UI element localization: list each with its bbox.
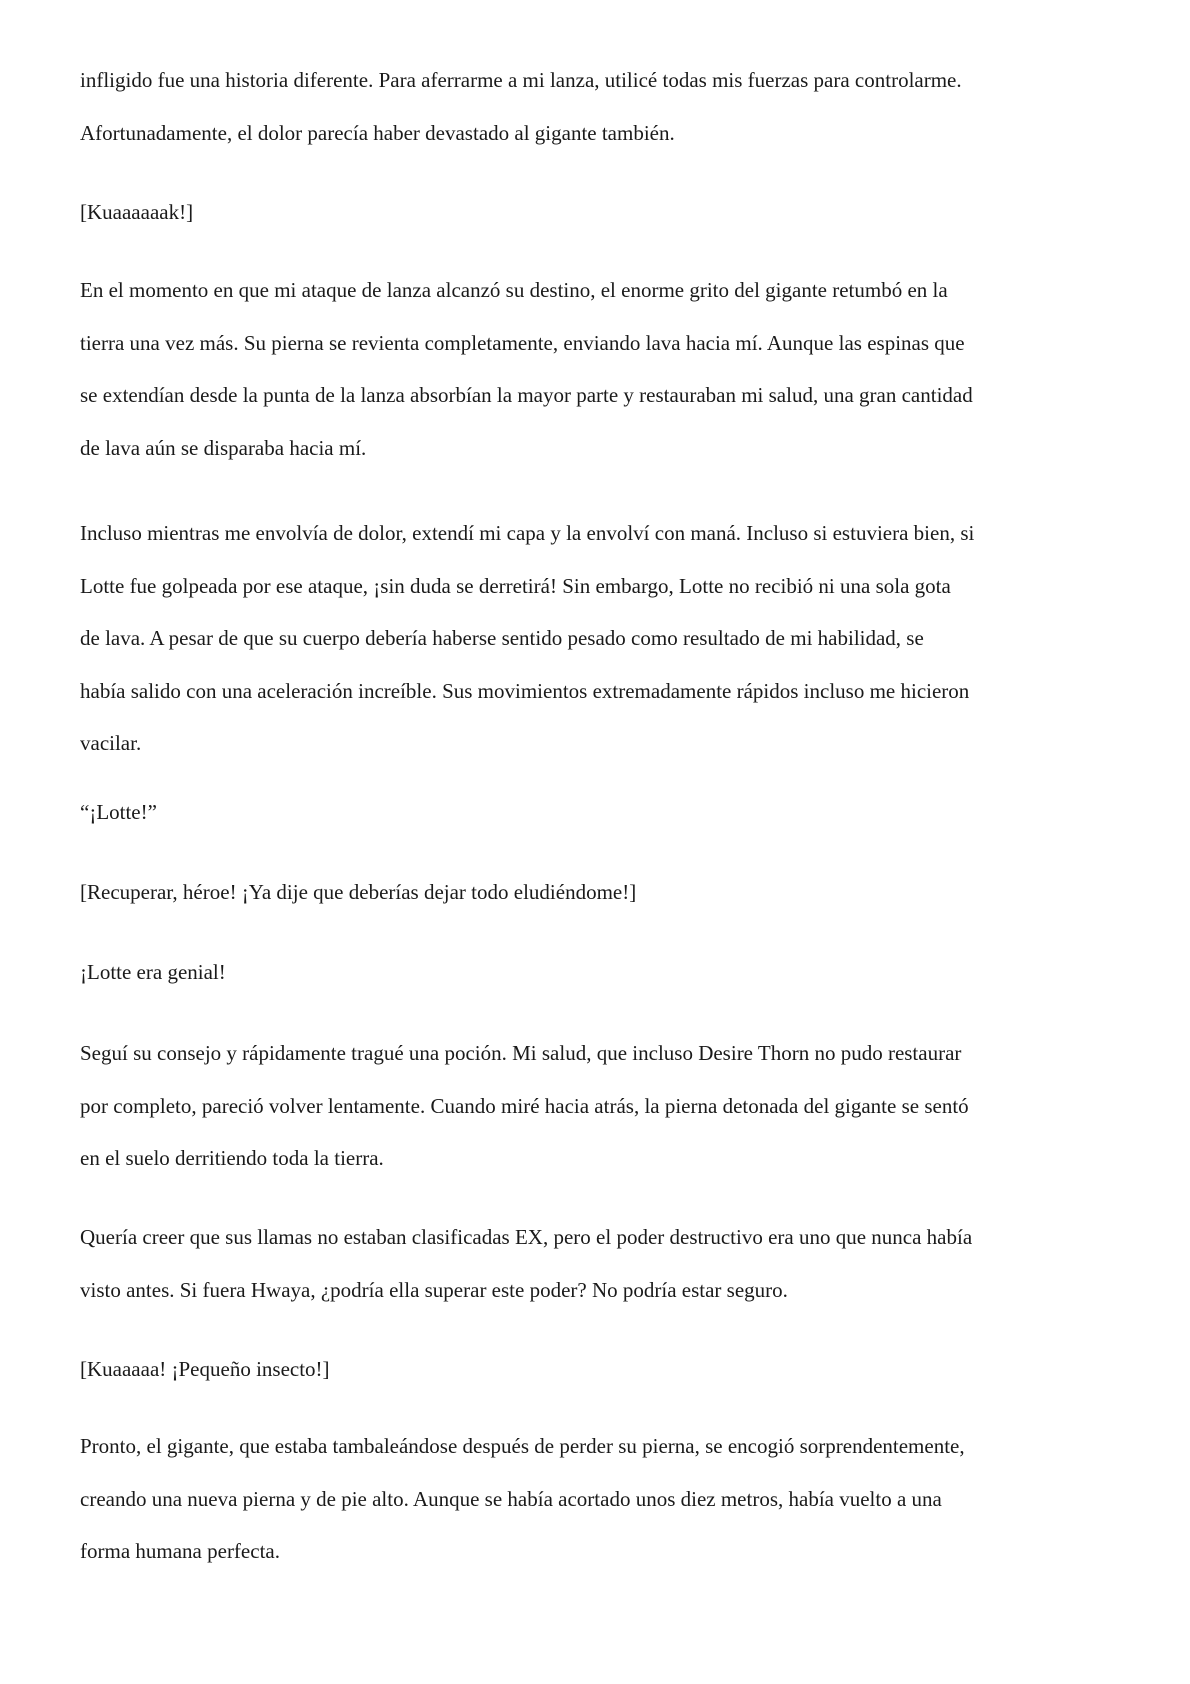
text-line: de lava aún se disparaba hacia mí.: [80, 435, 367, 460]
paragraph-11: [80, 1420, 1120, 1578]
paragraph-5: [80, 786, 1120, 839]
text-line: creando una nueva pierna y de pie alto. Aunque se había acortado unos diez metros, había vuelto a una: [80, 1486, 942, 1511]
text-line: Incluso mientras me envolvía de dolor, extendí mi capa y la envolví con maná. Incluso si estuviera bien, si: [80, 521, 975, 545]
text-line: vacilar.: [80, 731, 142, 755]
text-line: visto antes. Si fuera Hwaya, ¿podría ella superar este poder? No podría estar seguro.: [80, 1277, 788, 1302]
paragraph-10: [80, 1343, 1120, 1396]
text-line: Seguí su consejo y rápidamente tragué una poción. Mi salud, que incluso Desire Thorn no pudo restaurar: [80, 1041, 962, 1065]
text-line: por completo, pareció volver lentamente. Cuando miré hacia atrás, la pierna detonada del gigante se sentó: [80, 1093, 969, 1118]
paragraph-8: [80, 1027, 1120, 1185]
text-line: Lotte fue golpeada por ese ataque, ¡sin duda se derretirá! Sin embargo, Lotte no recibió ni una sola gota: [80, 573, 951, 598]
text-line: [Kuaaaaa! ¡Pequeño insecto!]: [80, 1357, 330, 1381]
text-line: forma humana perfecta.: [80, 1539, 280, 1563]
paragraph-2: [80, 186, 1120, 239]
paragraph-4: [80, 507, 1120, 770]
text-line: se extendían desde la punta de la lanza absorbían la mayor parte y restauraban mi salud, una gran cantidad: [80, 383, 973, 407]
paragraph-7: [80, 946, 1120, 999]
text-line: En el momento en que mi ataque de lanza alcanzó su destino, el enorme grito del gigante retumbó en la: [80, 278, 948, 302]
text-line: en el suelo derritiendo toda la tierra.: [80, 1146, 384, 1170]
paragraph-1: [80, 54, 1120, 159]
text-line: Quería creer que sus llamas no estaban clasificadas EX, pero el poder destructivo era uno que nunca había: [80, 1225, 973, 1249]
text-line: infligido fue una historia diferente. Para aferrarme a mi lanza, utilicé todas mis fuerzas para controlarme.: [80, 68, 962, 92]
text-line: Pronto, el gigante, que estaba tambaleándose después de perder su pierna, se encogió sorprendentemente,: [80, 1434, 965, 1458]
paragraph-9: [80, 1211, 1120, 1316]
text-line: “¡Lotte!”: [80, 800, 157, 824]
paragraph-3: [80, 264, 1120, 474]
text-line: [Kuaaaaaak!]: [80, 200, 194, 224]
text-line: [Recuperar, héroe! ¡Ya dije que deberías dejar todo eludiéndome!]: [80, 880, 637, 904]
text-line: de lava. A pesar de que su cuerpo debería haberse sentido pesado como resultado de mi habilidad, se: [80, 626, 924, 650]
text-line: tierra una vez más. Su pierna se revienta completamente, enviando lava hacia mí. Aunque las espinas que: [80, 330, 965, 355]
text-line: había salido con una aceleración increíble. Sus movimientos extremadamente rápidos incluso me hicieron: [80, 678, 970, 703]
text-line: Afortunadamente, el dolor parecía haber devastado al gigante también.: [80, 120, 675, 145]
paragraph-6: [80, 866, 1120, 919]
text-line: ¡Lotte era genial!: [80, 960, 226, 984]
